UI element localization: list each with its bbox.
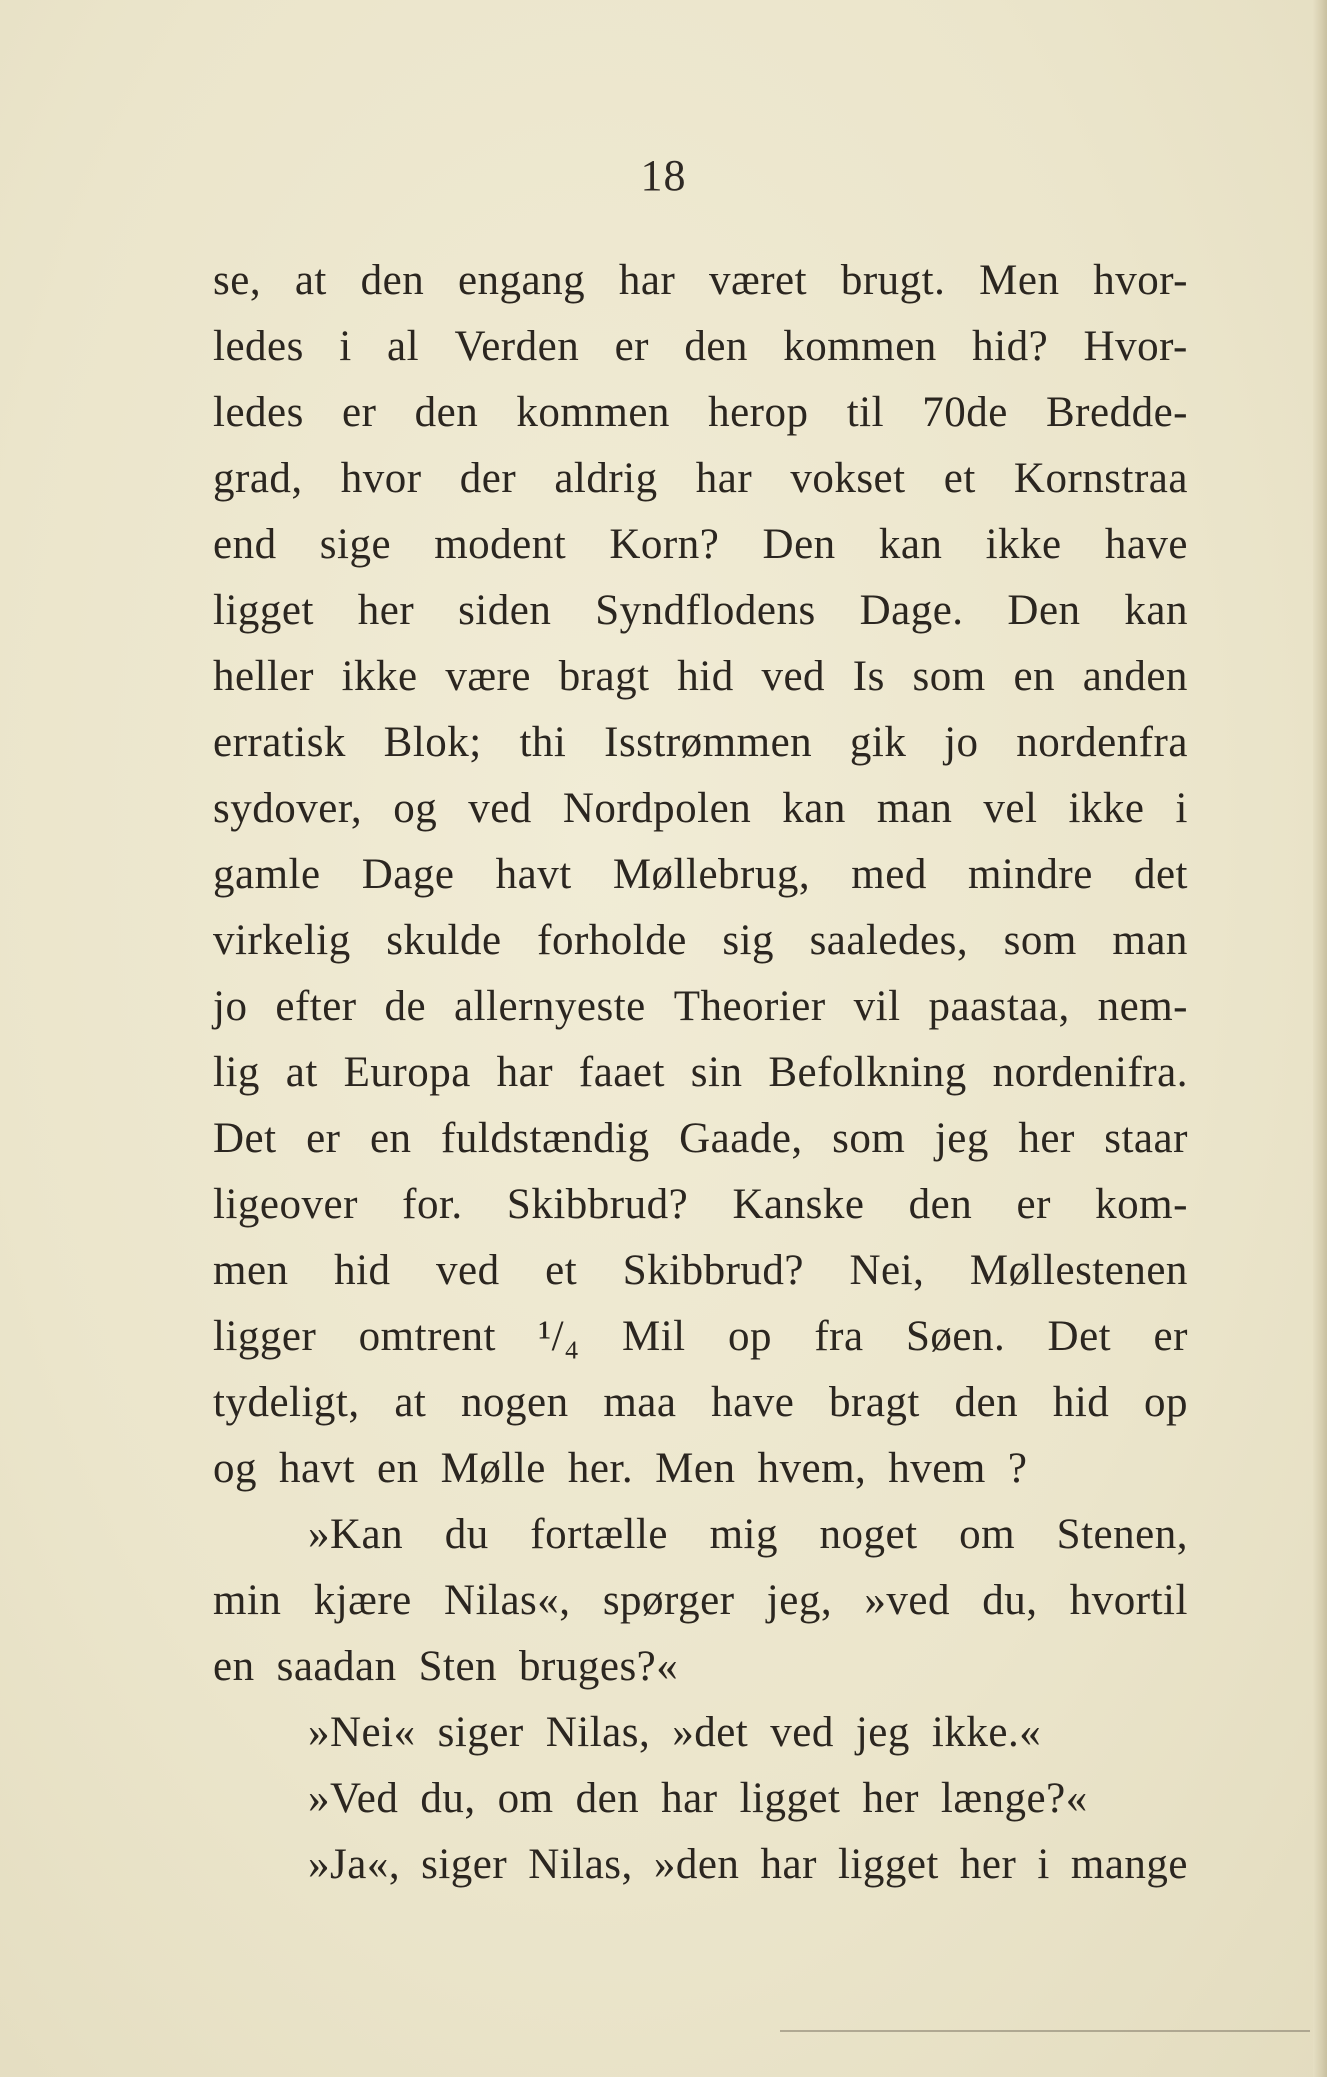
body-text bbox=[213, 248, 1188, 1898]
word: som bbox=[1003, 917, 1077, 964]
word: Det bbox=[213, 1115, 277, 1162]
text-line bbox=[213, 1304, 1188, 1370]
word: er bbox=[1016, 1181, 1051, 1228]
word: ligeover bbox=[213, 1181, 358, 1228]
word: efter bbox=[275, 983, 357, 1030]
word: for. bbox=[402, 1181, 463, 1228]
text-line bbox=[213, 512, 1188, 578]
word: ligget bbox=[213, 587, 314, 634]
text-line bbox=[213, 1568, 1188, 1634]
word: Sten bbox=[418, 1643, 498, 1690]
word: her bbox=[357, 587, 415, 634]
word: have bbox=[1104, 521, 1188, 568]
word: her bbox=[959, 1841, 1017, 1888]
word: anden bbox=[1082, 653, 1188, 700]
word: allernyeste bbox=[454, 983, 646, 1030]
word: gamle bbox=[213, 851, 321, 898]
word: noget bbox=[819, 1511, 918, 1558]
word: og bbox=[213, 1445, 257, 1492]
word: ligget bbox=[837, 1841, 939, 1888]
word: »Nei« bbox=[308, 1709, 416, 1756]
word: omtrent bbox=[358, 1313, 496, 1360]
text-line bbox=[213, 908, 1188, 974]
word: Nilas, bbox=[545, 1709, 651, 1756]
word: »Ved bbox=[308, 1775, 399, 1822]
word: sin bbox=[690, 1049, 743, 1096]
word: Skibbrud? bbox=[506, 1181, 689, 1228]
word: den bbox=[414, 389, 479, 436]
word: de bbox=[384, 983, 427, 1030]
word: en bbox=[213, 1643, 255, 1690]
text-line bbox=[213, 1832, 1188, 1898]
word: kommen bbox=[516, 389, 670, 436]
word: Nordpolen bbox=[562, 785, 752, 832]
text-line bbox=[213, 974, 1188, 1040]
word: »Ja«, bbox=[308, 1841, 401, 1888]
word: Kanske bbox=[732, 1181, 865, 1228]
text-line bbox=[213, 446, 1188, 512]
word: Den bbox=[1007, 587, 1081, 634]
word: gik bbox=[849, 719, 907, 766]
word: Gaade, bbox=[679, 1115, 803, 1162]
word: bruges?« bbox=[519, 1643, 679, 1690]
word: virkelig bbox=[213, 917, 351, 964]
text-line bbox=[213, 1502, 1188, 1568]
word: Men bbox=[655, 1445, 736, 1492]
word: forholde bbox=[537, 917, 687, 964]
word: er bbox=[342, 389, 377, 436]
word: har bbox=[695, 455, 753, 502]
word: jo bbox=[944, 719, 979, 766]
word: erratisk bbox=[213, 719, 346, 766]
word: og bbox=[393, 785, 438, 832]
word: sig bbox=[722, 917, 775, 964]
word: du, bbox=[420, 1775, 476, 1822]
word: hvor bbox=[340, 455, 422, 502]
word: men bbox=[213, 1247, 289, 1294]
word: vel bbox=[983, 785, 1038, 832]
word: kan bbox=[1124, 587, 1188, 634]
word: der bbox=[459, 455, 517, 502]
word: »det bbox=[672, 1709, 749, 1756]
word: Søen. bbox=[905, 1313, 1006, 1360]
word: Mil bbox=[621, 1313, 686, 1360]
word: kan bbox=[878, 521, 943, 568]
word: med bbox=[851, 851, 927, 898]
word: et bbox=[943, 455, 976, 502]
word: ¹/₄ bbox=[538, 1313, 580, 1360]
word: her bbox=[1018, 1115, 1075, 1162]
bottom-rule bbox=[780, 2030, 1310, 2032]
word: heller bbox=[213, 653, 314, 700]
word: et bbox=[545, 1247, 578, 1294]
word: Kornstraa bbox=[1013, 455, 1188, 502]
word: nordenifra. bbox=[992, 1049, 1188, 1096]
text-line bbox=[213, 1040, 1188, 1106]
word: »ved bbox=[864, 1577, 950, 1624]
word: se, bbox=[213, 257, 262, 304]
word: er bbox=[306, 1115, 341, 1162]
word: mindre bbox=[967, 851, 1093, 898]
text-line bbox=[213, 1766, 1188, 1832]
word: bragt bbox=[829, 1379, 920, 1426]
word: ligget bbox=[739, 1775, 841, 1822]
word: Det bbox=[1047, 1313, 1112, 1360]
page-number: 18 bbox=[640, 151, 687, 200]
word: at bbox=[294, 257, 327, 304]
word: Is bbox=[852, 653, 885, 700]
word: ikke bbox=[341, 653, 418, 700]
word: Bredde- bbox=[1046, 389, 1188, 436]
word: ledes bbox=[213, 389, 304, 436]
word: Verden bbox=[454, 323, 580, 370]
word: ikke.« bbox=[931, 1709, 1042, 1756]
word: mange bbox=[1070, 1841, 1188, 1888]
word: Isstrømmen bbox=[604, 719, 813, 766]
word: den bbox=[575, 1775, 640, 1822]
word: den bbox=[684, 323, 748, 370]
word: Europa bbox=[343, 1049, 471, 1096]
word: er bbox=[614, 323, 649, 370]
word: end bbox=[213, 521, 277, 568]
word: det bbox=[1133, 851, 1188, 898]
text-line bbox=[213, 1172, 1188, 1238]
text-line bbox=[213, 1436, 1188, 1502]
word: Men bbox=[979, 257, 1060, 304]
text-line bbox=[213, 776, 1188, 842]
word: Møllestenen bbox=[969, 1247, 1188, 1294]
word: op bbox=[1143, 1379, 1188, 1426]
word: Stenen, bbox=[1056, 1511, 1188, 1558]
word: brugt. bbox=[840, 257, 946, 304]
word: kan bbox=[782, 785, 846, 832]
word: aldrig bbox=[554, 455, 658, 502]
word: hvem bbox=[888, 1445, 986, 1492]
word: du, bbox=[982, 1577, 1038, 1624]
word: Syndflodens bbox=[595, 587, 816, 634]
word: været bbox=[709, 257, 808, 304]
word: bragt bbox=[558, 653, 650, 700]
word: saadan bbox=[276, 1643, 397, 1690]
word: ved bbox=[770, 1709, 834, 1756]
word: i bbox=[339, 323, 352, 370]
page-edge bbox=[1313, 0, 1327, 2077]
word: ikke bbox=[1068, 785, 1145, 832]
word: mig bbox=[709, 1511, 778, 1558]
word: spørger bbox=[602, 1577, 735, 1624]
word: siden bbox=[458, 587, 552, 634]
word: er bbox=[1153, 1313, 1188, 1360]
word: Nilas«, bbox=[444, 1577, 571, 1624]
word: fortælle bbox=[530, 1511, 669, 1558]
word: Theorier bbox=[673, 983, 826, 1030]
word: man bbox=[1112, 917, 1188, 964]
word: hvortil bbox=[1069, 1577, 1188, 1624]
word: 70de bbox=[922, 389, 1008, 436]
word: være bbox=[445, 653, 531, 700]
word: at bbox=[285, 1049, 318, 1096]
text-line bbox=[213, 1238, 1188, 1304]
text-line bbox=[213, 1370, 1188, 1436]
text-line bbox=[213, 1634, 1188, 1700]
word: grad, bbox=[213, 455, 303, 502]
word: Nei, bbox=[849, 1247, 925, 1294]
word: til bbox=[846, 389, 885, 436]
word: ledes bbox=[213, 323, 304, 370]
text-line bbox=[213, 314, 1188, 380]
text-line bbox=[213, 710, 1188, 776]
word: i bbox=[1037, 1841, 1050, 1888]
word: som bbox=[832, 1115, 906, 1162]
word: al bbox=[387, 323, 420, 370]
word: sydover, bbox=[213, 785, 363, 832]
text-line bbox=[213, 1700, 1188, 1766]
word: kom- bbox=[1095, 1181, 1188, 1228]
word: hid bbox=[1052, 1379, 1110, 1426]
word: Korn? bbox=[609, 521, 720, 568]
text-line bbox=[213, 644, 1188, 710]
word: den bbox=[360, 257, 425, 304]
word: hvem, bbox=[757, 1445, 867, 1492]
word: hvor- bbox=[1093, 257, 1188, 304]
word: nordenfra bbox=[1016, 719, 1188, 766]
word: hid? bbox=[972, 323, 1049, 370]
word: kommen bbox=[783, 323, 937, 370]
word: længe?« bbox=[940, 1775, 1088, 1822]
word: man bbox=[876, 785, 953, 832]
text-line bbox=[213, 248, 1188, 314]
word: ikke bbox=[985, 521, 1062, 568]
word: en bbox=[369, 1115, 412, 1162]
word: om bbox=[497, 1775, 554, 1822]
word: havt bbox=[495, 851, 572, 898]
word: op bbox=[727, 1313, 772, 1360]
word: Befolkning bbox=[768, 1049, 967, 1096]
word: staar bbox=[1104, 1115, 1188, 1162]
word: kjære bbox=[313, 1577, 412, 1624]
word: modent bbox=[434, 521, 567, 568]
word: nem- bbox=[1097, 983, 1188, 1030]
word: her bbox=[862, 1775, 919, 1822]
word: hid bbox=[677, 653, 734, 700]
word: vil bbox=[853, 983, 901, 1030]
word: fra bbox=[814, 1313, 864, 1360]
word: siger bbox=[421, 1841, 508, 1888]
word: som bbox=[912, 653, 986, 700]
word: Hvor- bbox=[1083, 323, 1188, 370]
word: Nilas, bbox=[528, 1841, 633, 1888]
word: Mølle bbox=[440, 1445, 546, 1492]
word: ? bbox=[1007, 1445, 1028, 1492]
word: Møllebrug, bbox=[612, 851, 811, 898]
word: Den bbox=[762, 521, 836, 568]
word: engang bbox=[457, 257, 586, 304]
text-line bbox=[213, 842, 1188, 908]
word: vokset bbox=[790, 455, 906, 502]
word: den bbox=[954, 1379, 1019, 1426]
word: har bbox=[661, 1775, 718, 1822]
word: at bbox=[394, 1379, 427, 1426]
word: ved bbox=[468, 785, 532, 832]
word: sige bbox=[319, 521, 392, 568]
word: have bbox=[711, 1379, 795, 1426]
text-line bbox=[213, 578, 1188, 644]
word: du bbox=[444, 1511, 489, 1558]
word: min bbox=[213, 1577, 282, 1624]
word: har bbox=[760, 1841, 817, 1888]
word: ved bbox=[761, 653, 826, 700]
word: om bbox=[959, 1511, 1016, 1558]
word: »Kan bbox=[308, 1511, 404, 1558]
word: paastaa, bbox=[928, 983, 1070, 1030]
word: en bbox=[377, 1445, 419, 1492]
text-line bbox=[213, 380, 1188, 446]
word: ved bbox=[436, 1247, 500, 1294]
word: Dage. bbox=[859, 587, 964, 634]
word: lig bbox=[213, 1049, 260, 1096]
word: havt bbox=[279, 1445, 356, 1492]
word: den bbox=[908, 1181, 973, 1228]
word: jeg bbox=[934, 1115, 989, 1162]
word: herop bbox=[708, 389, 809, 436]
word: Blok; bbox=[383, 719, 482, 766]
word: Dage bbox=[361, 851, 455, 898]
word: hid bbox=[334, 1247, 391, 1294]
word: skulde bbox=[386, 917, 502, 964]
word: nogen bbox=[461, 1379, 569, 1426]
word: fuldstændig bbox=[441, 1115, 650, 1162]
word: i bbox=[1175, 785, 1188, 832]
word: her. bbox=[567, 1445, 634, 1492]
word: en bbox=[1013, 653, 1056, 700]
word: saaledes, bbox=[809, 917, 969, 964]
word: jeg bbox=[855, 1709, 910, 1756]
text-line bbox=[213, 1106, 1188, 1172]
word: Skibbrud? bbox=[622, 1247, 804, 1294]
word: maa bbox=[603, 1379, 677, 1426]
word: faaet bbox=[578, 1049, 665, 1096]
word: jeg, bbox=[766, 1577, 833, 1624]
word: jo bbox=[213, 983, 248, 1030]
word: thi bbox=[519, 719, 567, 766]
word: tydeligt, bbox=[213, 1379, 360, 1426]
word: ligger bbox=[213, 1313, 317, 1360]
word: har bbox=[496, 1049, 554, 1096]
word: siger bbox=[437, 1709, 524, 1756]
word: har bbox=[618, 257, 676, 304]
word: »den bbox=[653, 1841, 740, 1888]
